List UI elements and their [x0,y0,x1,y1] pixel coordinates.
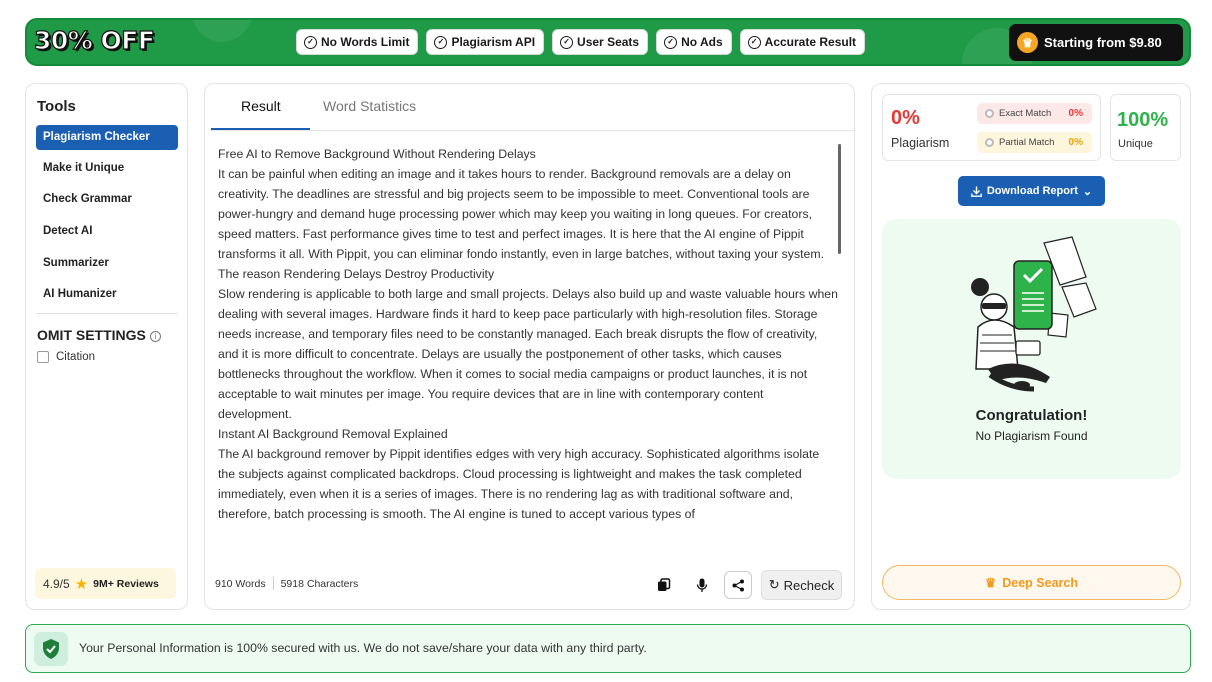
reviews-count: 9M+ Reviews [93,577,159,590]
text-paragraph: It can be painful when editing an image and it takes hours to render. Background removals are a delay on creativity. The deadlines are stressful and big projects seem to be impossible to meet. Conventional tools are power-hungry and demand huge processing power which may keep you waiting in long queues. For creators, speed matters. Fast performance gives time to test and perfect images. It is here that the AI engine of Pippit transforms it all. With Pippit, you can eliminar fondo instantly, even in large batches, without taxing your system. [218,167,825,261]
no-plagiarism-text: No Plagiarism Found [975,429,1088,443]
feature-chip [426,29,544,55]
sidebar-item-detect-ai[interactable]: Detect AI [43,225,93,237]
feature-chip [296,29,418,55]
omit-settings-heading [37,327,161,343]
download-report-button[interactable] [958,176,1105,206]
person-with-phone-illustration [966,235,1100,401]
copy-button[interactable] [650,571,678,599]
crown-icon: ♛ [1017,32,1038,53]
plagiarism-label: Plagiarism [891,136,950,150]
security-notice [25,624,1191,673]
pricing-button[interactable] [1009,24,1183,61]
partial-match-value: 0% [1068,137,1083,148]
sidebar-item-ai-humanizer[interactable]: AI Humanizer [43,288,117,300]
banner-decoration [192,18,252,42]
microphone-icon [696,578,708,593]
feature-label: Accurate Result [764,35,857,49]
omit-settings-title: OMIT SETTINGS [37,327,146,343]
character-count: 5918 Characters [280,577,359,590]
partial-match-label: Partial Match [999,137,1055,148]
sidebar-item-summarizer[interactable]: Summarizer [43,257,109,269]
plagiarism-percent: 0% [891,107,920,129]
divider [36,313,178,314]
promo-banner[interactable] [25,18,1191,66]
text-paragraph: The reason Rendering Delays Destroy Productivity [218,267,495,281]
feature-label: Plagiarism API [451,35,536,49]
check-circle-icon: ✓ [748,36,761,49]
rating-value: 4.9/5 [43,576,70,591]
check-circle-icon: ✓ [664,36,677,49]
tools-sidebar [25,83,188,610]
radio-dot-icon [985,109,994,118]
word-count: 910 Words [215,577,266,590]
rating-badge [35,568,176,599]
tab-result[interactable]: Result [241,98,281,114]
radio-dot-icon [985,138,994,147]
copy-icon [657,578,671,592]
unique-label: Unique [1118,138,1153,150]
sidebar-item-check-grammar[interactable]: Check Grammar [43,193,132,205]
divider [273,577,274,590]
feature-label: No Words Limit [321,35,410,49]
deep-search-label: Deep Search [1002,575,1078,590]
congratulation-title: Congratulation! [975,407,1088,424]
text-paragraph: Instant AI Background Removal Explained [218,427,448,441]
exact-match-value: 0% [1068,108,1083,119]
active-tab-indicator [211,128,310,130]
star-icon: ★ [74,575,89,593]
refresh-icon: ↻ [768,577,780,592]
chevron-down-icon: ⌄ [1082,185,1093,198]
citation-checkbox[interactable] [37,351,49,363]
result-panel [204,83,855,610]
plagiarism-score-box [882,94,1101,161]
text-scrollbar[interactable] [838,144,842,534]
result-tabs [211,84,854,131]
text-paragraph: Free AI to Remove Background Without Rendering Delays [218,147,536,161]
share-button[interactable] [724,571,752,599]
check-circle-icon: ✓ [560,36,573,49]
info-icon[interactable]: i [150,331,161,342]
feature-label: User Seats [577,35,640,49]
download-report-label: Download Report [986,185,1078,197]
deep-search-button[interactable] [882,565,1181,600]
recheck-label: Recheck [783,577,835,593]
download-icon [971,186,982,197]
unique-score-box [1110,94,1181,161]
text-stats [215,577,358,590]
feature-chips [296,29,865,55]
crown-icon: ♛ [985,576,997,590]
check-circle-icon: ✓ [434,36,447,49]
discount-label: 30% OFF [34,26,155,55]
text-paragraph: The AI background remover by Pippit identifies edges with very high accuracy. Sophisticated algorithms isolate the subjects against complicated backdrops. Cloud processing is lightweight and makes the task completed immediately, even when it is a series of images. There is no rendering lag as with traditional software and, therefore, batch processing is smooth. The AI engine is tuned to accept various types of [218,447,820,521]
scroll-thumb[interactable] [838,144,841,254]
share-icon [732,579,745,592]
security-message: Your Personal Information is 100% secured with us. We do not save/share your data with any third party. [79,641,647,655]
check-circle-icon: ✓ [304,36,317,49]
partial-match-row [977,132,1092,153]
tab-word-statistics[interactable]: Word Statistics [323,98,417,114]
sidebar-item-make-it-unique[interactable]: Make it Unique [43,162,125,174]
score-panel [871,83,1191,610]
exact-match-row [977,103,1092,124]
citation-option[interactable] [37,351,95,363]
feature-label: No Ads [681,35,723,49]
feature-chip [740,29,865,55]
text-paragraph: Slow rendering is applicable to both large and small projects. Delays also build up and waste valuable hours when dealing with several images. Hardware finds it hard to keep pace particularly with high-resolution files. Storage needs increase, and temporary files need to be constantly managed. Each break disrupts the flow of creativity, and it is more difficult to concentrate. Delays are usually the postponement of other tasks, which causes bottlenecks throughout the workflow. When it comes to social media campaigns or product launches, it is not acceptable to wait minutes per image. You require devices that are in line with contemporary content development. [218,287,838,421]
recheck-button[interactable] [761,570,842,600]
shield-check-icon [34,632,68,666]
sidebar-item-plagiarism-checker[interactable]: Plagiarism Checker [36,125,178,150]
feature-chip [552,29,648,55]
exact-match-label: Exact Match [999,108,1052,119]
price-label: Starting from $9.80 [1044,35,1162,50]
citation-label: Citation [56,351,95,363]
feature-chip [656,29,732,55]
congratulation-card [882,219,1181,479]
unique-percent: 100% [1117,109,1169,131]
tools-title: Tools [37,98,76,115]
microphone-button[interactable] [688,571,716,599]
result-text[interactable] [218,144,838,534]
